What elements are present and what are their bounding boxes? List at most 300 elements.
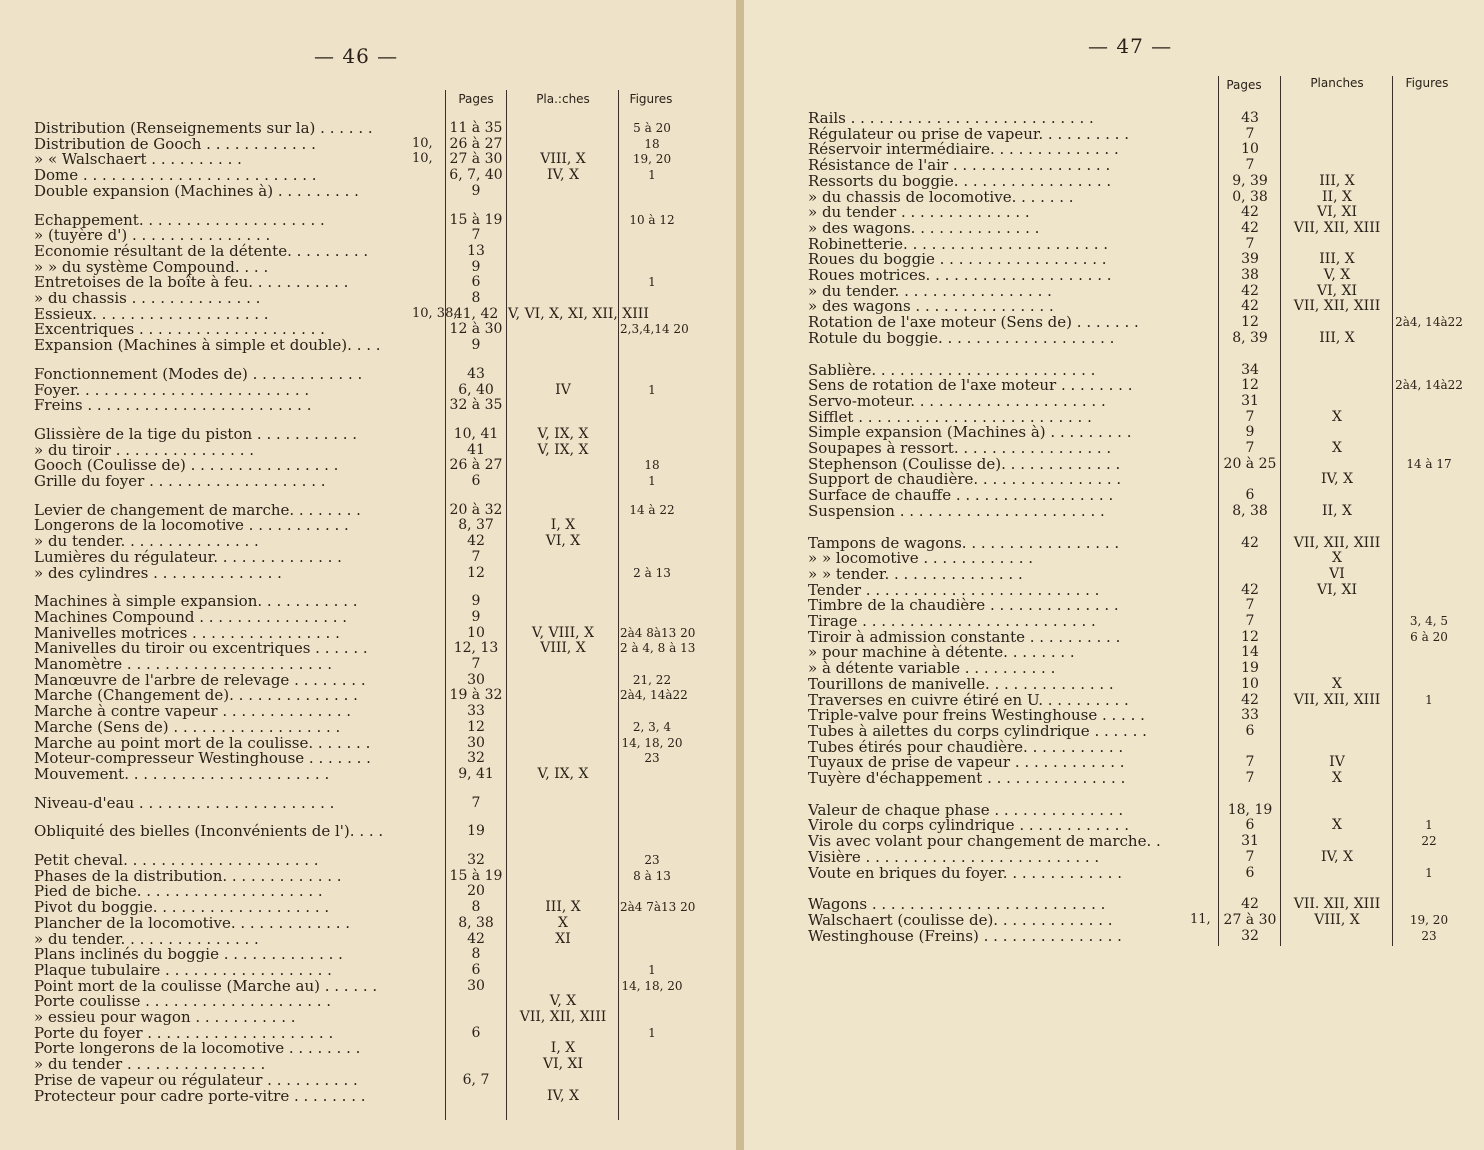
entry-figures: 2 à 4, 8 à 13: [620, 641, 696, 656]
entry-planches: X: [1332, 408, 1342, 425]
index-entry: [808, 409, 1464, 425]
entry-planches: X: [1332, 440, 1342, 456]
entry-planches: V, X: [549, 993, 577, 1010]
index-entry: [34, 852, 684, 868]
entry-figures: 2à4, 14à22: [1395, 315, 1463, 330]
entry-planches: II, X: [1322, 502, 1352, 519]
entry-label: Tampons de wagons. . . . . . . . . . . . . . . . .: [808, 534, 1120, 551]
entry-planches: V, IX, X: [537, 441, 589, 458]
entry-pages: 6, 40: [458, 381, 494, 398]
entry-pages: 38: [1241, 267, 1259, 283]
entry-pages: 12: [467, 564, 485, 581]
index-entry: [808, 582, 1464, 598]
entry-label: Support de chaudière. . . . . . . . . . . . . . . .: [808, 471, 1122, 488]
index-entry: [808, 550, 1464, 566]
entry-figures: 19, 20: [632, 152, 672, 167]
entry-planches: III, X: [1319, 251, 1355, 268]
entry-label: Point mort de la coulisse (Marche au) . . . . . .: [34, 977, 378, 994]
entry-pages: 12 à 30: [449, 321, 503, 338]
entry-pages: 7: [1245, 848, 1255, 865]
entry-planches: VI, XI: [542, 1056, 584, 1073]
index-entry: [34, 946, 684, 962]
entry-pages: 8: [471, 899, 481, 916]
entry-planches: X: [1332, 675, 1342, 692]
entry-planches: III, X: [1319, 329, 1355, 346]
entry-planches: V, X: [1323, 267, 1351, 283]
index-entry: [808, 456, 1464, 472]
entry-pages: 6: [1245, 722, 1255, 739]
entry-figures: 23: [644, 751, 660, 766]
entry-label: Roues motrices. . . . . . . . . . . . . . . . . . . .: [808, 267, 1112, 283]
entry-reference: 10, 38,: [412, 305, 458, 321]
entry-label: » du tender . . . . . . . . . . . . . .: [808, 204, 1030, 221]
entry-label: Réservoir intermédiaire. . . . . . . . . . . . . .: [808, 141, 1119, 158]
index-entry: [808, 440, 1464, 456]
entry-label: Rotule du boggie. . . . . . . . . . . . . . . . . . .: [808, 329, 1115, 346]
index-entry: [34, 593, 684, 609]
entry-label: Foyer. . . . . . . . . . . . . . . . . . . . . . . . .: [34, 381, 310, 398]
index-entry: [34, 624, 696, 641]
entry-pages: 6, 7: [462, 1071, 490, 1088]
index-entry: [34, 290, 684, 306]
entry-planches: IV, X: [546, 167, 580, 184]
entry-label: Voute en briques du foyer. . . . . . . . . . . . .: [808, 864, 1122, 881]
index-entry: [34, 517, 684, 533]
entry-figures: 18: [644, 136, 660, 151]
index-entry: [808, 377, 1464, 393]
entry-pages: 9: [1245, 424, 1255, 441]
entry-planches: IV, X: [1320, 471, 1354, 488]
entry-pages: 7: [1245, 754, 1255, 771]
entry-pages: 41, 42: [453, 305, 499, 322]
entry-pages: 32: [467, 750, 485, 767]
index-entry: [808, 314, 1464, 330]
entry-label: Lumières du régulateur. . . . . . . . . . . . . .: [34, 548, 342, 565]
entry-label: Vis avec volant pour changement de marche. .: [808, 833, 1161, 850]
entry-reference: 11,: [1190, 911, 1211, 927]
index-entry: [808, 298, 1464, 314]
entry-planches: VII, XII, XIII: [519, 1009, 607, 1025]
index-entry: [34, 993, 684, 1009]
entry-planches: VII, XII, XIII: [1293, 534, 1381, 551]
entry-label: Manivelles motrices . . . . . . . . . . . . . . . .: [34, 624, 340, 641]
entry-label: Machines à simple expansion. . . . . . . . . . .: [34, 593, 358, 610]
entry-planches: V, IX, X: [537, 765, 589, 782]
entry-pages: 42: [1241, 581, 1259, 598]
entry-figures: 2à4, 14à22: [620, 688, 688, 703]
entry-pages: 27 à 30: [449, 151, 503, 168]
index-entry: [34, 656, 684, 672]
index-entry: [34, 1025, 684, 1041]
entry-pages: 34: [1241, 361, 1259, 378]
entry-figures: 2à4 7à13 20: [620, 900, 696, 915]
entry-label: Walschaert (coulisse de). . . . . . . . . . . . .: [808, 911, 1113, 928]
column-header-figures: Figures: [1405, 76, 1449, 90]
entry-pages: 20 à 25: [1223, 455, 1277, 472]
entry-figures: 3, 4, 5: [1409, 614, 1449, 628]
entry-figures: 1: [1425, 692, 1433, 707]
entry-pages: 31: [1241, 392, 1259, 409]
entry-planches: VIII, X: [1314, 911, 1360, 928]
entry-figures: 2, 3, 4: [632, 719, 672, 734]
entry-pages: 10: [1241, 141, 1259, 158]
entry-label: Tubes étirés pour chaudière. . . . . . . . . . .: [808, 738, 1124, 755]
entry-pages: 7: [471, 794, 481, 811]
index-entry: [808, 770, 1464, 786]
entry-pages: 42: [1241, 219, 1259, 236]
index-entry: [808, 613, 1464, 629]
entry-figures: 1: [648, 962, 656, 977]
entry-planches: V, VIII, X: [531, 624, 595, 641]
entry-label: » à détente variable . . . . . . . . . .: [808, 660, 1056, 677]
index-entry: [34, 1056, 684, 1072]
column-header-planches: Pla.:ches: [536, 92, 590, 106]
entry-pages: 7: [1245, 157, 1255, 174]
entry-pages: 43: [467, 365, 485, 382]
index-entry: [34, 672, 684, 688]
entry-pages: 19 à 32: [449, 687, 503, 704]
entry-label: Tubes à ailettes du corps cylindrique . . . . . .: [808, 722, 1147, 739]
index-entry: [34, 1040, 684, 1056]
entry-pages: 6: [471, 274, 481, 291]
entry-figures: 2,3,4,14 20: [620, 322, 689, 337]
entry-label: Moteur-compresseur Westinghouse . . . . . . .: [34, 750, 371, 767]
entry-label: Levier de changement de marche. . . . . . . .: [34, 501, 361, 518]
entry-label: » du tender. . . . . . . . . . . . . . .: [34, 930, 259, 947]
entry-planches: II, X: [1322, 188, 1352, 205]
index-entry: [34, 227, 684, 243]
entry-label: Expansion (Machines à simple et double). . . .: [34, 337, 381, 354]
entry-planches: IV: [1329, 754, 1345, 771]
index-entry: [34, 609, 684, 625]
index-entry: [808, 141, 1464, 157]
column-header-pages: Pages: [1226, 78, 1262, 92]
index-entry: [808, 471, 1464, 487]
index-entry: [34, 868, 684, 884]
entry-label: Pivot du boggie. . . . . . . . . . . . . . . . . . .: [34, 899, 330, 916]
index-entry: [808, 173, 1464, 189]
entry-planches: IV, X: [546, 1087, 580, 1104]
index-entry: [34, 321, 689, 338]
index-entry: [34, 883, 684, 899]
index-entry: [808, 739, 1464, 755]
index-entry: [34, 703, 684, 719]
entry-pages: 26 à 27: [449, 457, 503, 474]
index-entry: [808, 236, 1464, 252]
entry-label: Suspension . . . . . . . . . . . . . . . . . . . . . .: [808, 502, 1105, 519]
entry-label: Ressorts du boggie. . . . . . . . . . . . . . . . .: [808, 172, 1112, 189]
index-entry: [808, 817, 1464, 833]
entry-label: Sablière. . . . . . . . . . . . . . . . . . . . . . . .: [808, 361, 1096, 378]
entry-label: Triple-valve pour freins Westinghouse . . . . .: [808, 707, 1145, 724]
entry-pages: 7: [1245, 125, 1255, 142]
entry-label: Essieux. . . . . . . . . . . . . . . . . . .: [34, 305, 269, 322]
entry-label: Régulateur ou prise de vapeur. . . . . . . . . .: [808, 125, 1129, 142]
index-entry: [808, 330, 1464, 346]
entry-label: Traverses en cuivre étiré en U. . . . . . . . . .: [808, 691, 1129, 708]
index-entry: [34, 962, 684, 978]
entry-figures: 6 à 20: [1410, 629, 1448, 644]
index-entry: [808, 362, 1464, 378]
entry-label: Phases de la distribution. . . . . . . . . . . . .: [34, 867, 342, 884]
index-list: [744, 0, 1484, 1150]
entry-label: Dome . . . . . . . . . . . . . . . . . . . . . . . . .: [34, 167, 317, 184]
index-entry: [34, 120, 684, 136]
entry-pages: 9: [471, 182, 481, 199]
entry-pages: 10: [1241, 675, 1259, 692]
entry-figures: 23: [644, 853, 660, 867]
index-entry: [34, 382, 684, 398]
index-entry: [34, 549, 684, 565]
entry-pages: 32: [1241, 927, 1259, 944]
entry-pages: 6: [1245, 864, 1255, 881]
entry-planches: VII. XII, XIII: [1293, 896, 1381, 913]
entry-label: Valeur de chaque phase . . . . . . . . . . . . . .: [808, 801, 1124, 818]
entry-label: Excentriques . . . . . . . . . . . . . . . . . . . .: [34, 321, 325, 338]
entry-label: Westinghouse (Freins) . . . . . . . . . . . . . . .: [808, 927, 1122, 944]
entry-label: Sens de rotation de l'axe moteur . . . . . . . .: [808, 377, 1133, 394]
entry-label: Soupapes à ressort. . . . . . . . . . . . . . . . .: [808, 440, 1112, 456]
index-entry: [808, 189, 1464, 205]
entry-label: Plancher de la locomotive. . . . . . . . . . . . .: [34, 914, 351, 931]
entry-label: Tirage . . . . . . . . . . . . . . . . . . . . . . . . .: [808, 613, 1096, 629]
entry-label: » pour machine à détente. . . . . . . .: [808, 644, 1075, 661]
entry-label: » du tiroir . . . . . . . . . . . . . . .: [34, 441, 255, 458]
entry-figures: 14, 18, 20: [621, 735, 683, 750]
entry-planches: III, X: [545, 899, 581, 916]
index-entry: [808, 487, 1464, 503]
entry-label: Simple expansion (Machines à) . . . . . . . . .: [808, 424, 1132, 441]
entry-pages: 33: [467, 703, 485, 720]
entry-pages: 6: [1245, 487, 1255, 504]
entry-label: Obliquité des bielles (Inconvénients de l'). . . .: [34, 823, 384, 840]
index-entry: [808, 220, 1464, 236]
entry-pages: 7: [1245, 440, 1255, 456]
entry-label: Robinetterie. . . . . . . . . . . . . . . . . . . . . .: [808, 235, 1109, 252]
index-entry: [34, 243, 684, 259]
entry-figures: 1: [1425, 865, 1433, 880]
entry-figures: 14 à 17: [1406, 456, 1452, 471]
entry-pages: 9, 39: [1232, 172, 1268, 189]
index-entry: [34, 1088, 684, 1104]
page-number: — 46 —: [314, 44, 399, 68]
entry-pages: 8: [471, 946, 481, 963]
index-entry: [34, 167, 684, 183]
entry-pages: 30: [467, 977, 485, 994]
entry-pages: 20 à 32: [449, 501, 503, 518]
entry-pages: 12: [467, 718, 485, 735]
entry-pages: 8, 38: [458, 914, 494, 931]
entry-pages: 9: [471, 337, 481, 354]
index-entry: [808, 928, 1464, 944]
entry-pages: 10, 41: [453, 425, 499, 442]
entry-planches: VI, XI: [1316, 282, 1358, 299]
entry-pages: 42: [1241, 204, 1259, 221]
entry-pages: 13: [467, 242, 485, 259]
index-entry: [34, 931, 684, 947]
entry-label: Marche au point mort de la coulisse. . . . . . .: [34, 734, 371, 751]
entry-pages: 10: [467, 624, 485, 641]
entry-label: Surface de chauffe . . . . . . . . . . . . . . . . .: [808, 487, 1114, 504]
index-entry: [34, 915, 684, 931]
entry-figures: 1: [648, 168, 656, 183]
index-entry: [808, 912, 1464, 928]
entry-pages: 0, 38: [1232, 188, 1268, 205]
entry-figures: 19, 20: [1409, 912, 1449, 927]
entry-planches: VII, XII, XIII: [1293, 219, 1381, 236]
entry-label: » essieu pour wagon . . . . . . . . . . .: [34, 1009, 296, 1025]
index-entry: [34, 136, 684, 152]
entry-figures: 21, 22: [632, 672, 672, 687]
entry-pages: 19: [467, 823, 485, 840]
entry-pages: 19: [1241, 660, 1259, 677]
entry-planches: IV: [555, 381, 571, 398]
entry-label: Timbre de la chaudière . . . . . . . . . . . . . .: [808, 597, 1119, 614]
entry-pages: 31: [1241, 833, 1259, 850]
entry-pages: 7: [1245, 597, 1255, 614]
entry-figures: 10 à 12: [629, 212, 675, 227]
entry-pages: 6: [471, 1024, 481, 1041]
entry-pages: 42: [467, 930, 485, 947]
entry-label: Marche à contre vapeur . . . . . . . . . . . . . .: [34, 703, 352, 720]
index-entry: [34, 212, 684, 228]
index-entry: [808, 110, 1464, 126]
entry-pages: 11 à 35: [449, 120, 503, 136]
index-entry: [34, 183, 684, 199]
entry-label: Tuyaux de prise de vapeur . . . . . . . . . . . .: [808, 754, 1125, 771]
index-entry: [808, 535, 1464, 551]
entry-label: Distribution (Renseignements sur la) . . . . . .: [34, 120, 373, 136]
entry-pages: 6, 7, 40: [449, 167, 503, 184]
entry-pages: 9, 41: [458, 765, 494, 782]
index-entry: [808, 204, 1464, 220]
index-entry: [34, 457, 684, 473]
index-entry: [808, 503, 1464, 519]
index-entry: [808, 723, 1464, 739]
index-entry: [808, 126, 1464, 142]
entry-planches: VII, XII, XIII: [1293, 298, 1381, 315]
entry-pages: 42: [1241, 691, 1259, 708]
entry-pages: 8, 39: [1232, 329, 1268, 346]
index-entry: [34, 735, 684, 751]
entry-pages: 7: [1245, 408, 1255, 425]
entry-figures: 18: [644, 458, 660, 473]
index-entry: [808, 629, 1464, 645]
entry-pages: 32: [467, 852, 485, 868]
entry-label: Machines Compound . . . . . . . . . . . . . . . .: [34, 608, 348, 625]
entry-planches: VI, XI: [1316, 581, 1358, 598]
entry-label: » (tuyère d') . . . . . . . . . . . . . . .: [34, 227, 271, 244]
index-entry: [808, 644, 1464, 660]
entry-label: Tiroir à admission constante . . . . . . . . . .: [808, 628, 1121, 645]
entry-pages: 42: [1241, 282, 1259, 299]
entry-figures: 22: [1421, 834, 1437, 849]
right-page: [744, 0, 1484, 1150]
index-entry: [34, 640, 696, 657]
entry-label: Wagons . . . . . . . . . . . . . . . . . . . . . . . . .: [808, 896, 1106, 913]
entry-figures: 5 à 20: [633, 121, 671, 135]
index-entry: [808, 754, 1464, 770]
entry-planches: I, X: [550, 1040, 576, 1057]
index-entry: [808, 676, 1464, 692]
entry-pages: 9: [471, 258, 481, 275]
entry-label: Manivelles du tiroir ou excentriques . . . . . .: [34, 640, 368, 657]
entry-pages: 8, 38: [1232, 502, 1268, 519]
index-entry: [808, 251, 1464, 267]
entry-label: » du tender . . . . . . . . . . . . . . .: [34, 1056, 266, 1073]
entry-planches: VI: [1329, 565, 1345, 582]
entry-label: Plans inclinés du boggie . . . . . . . . . . . . .: [34, 946, 343, 963]
entry-figures: 2 à 13: [633, 565, 671, 580]
index-entry: [34, 795, 684, 811]
index-entry: [808, 597, 1464, 613]
index-entry: [808, 692, 1464, 708]
index-entry: [808, 267, 1464, 283]
entry-label: Grille du foyer . . . . . . . . . . . . . . . . . . .: [34, 473, 326, 489]
entry-label: Niveau-d'eau . . . . . . . . . . . . . . . . . . . . .: [34, 794, 335, 811]
entry-figures: 23: [1421, 928, 1437, 943]
entry-label: » du chassis . . . . . . . . . . . . . .: [34, 290, 261, 306]
entry-reference: 10,: [412, 135, 433, 151]
entry-label: Economie résultant de la détente. . . . . . . . .: [34, 242, 369, 259]
entry-label: Pied de biche. . . . . . . . . . . . . . . . . . . .: [34, 883, 323, 900]
index-entry: [34, 978, 684, 994]
index-entry: [34, 306, 684, 322]
index-entry: [808, 660, 1464, 676]
entry-pages: 6: [471, 961, 481, 978]
index-entry: [808, 283, 1464, 299]
entry-label: Virole du corps cylindrique . . . . . . . . . . . .: [808, 817, 1129, 834]
entry-label: Tuyère d'échappement . . . . . . . . . . . . . . .: [808, 770, 1126, 786]
entry-label: Double expansion (Machines à) . . . . . . . . .: [34, 182, 359, 199]
entry-label: » des cylindres . . . . . . . . . . . . . .: [34, 564, 282, 581]
entry-pages: 30: [467, 671, 485, 688]
entry-label: Porte du foyer . . . . . . . . . . . . . . . . . . . .: [34, 1024, 334, 1041]
entry-planches: VIII, X: [540, 151, 586, 168]
entry-label: Petit cheval. . . . . . . . . . . . . . . . . . . . .: [34, 852, 319, 868]
index-entry: [34, 366, 684, 382]
entry-label: » » locomotive . . . . . . . . . . . .: [808, 550, 1034, 567]
entry-planches: IV, X: [1320, 848, 1354, 865]
entry-pages: 7: [1245, 770, 1255, 786]
index-entry: [34, 337, 684, 353]
index-entry: [808, 896, 1464, 912]
entry-label: Distribution de Gooch . . . . . . . . . . . .: [34, 135, 316, 152]
entry-label: Roues du boggie . . . . . . . . . . . . . . . . . .: [808, 251, 1107, 268]
entry-label: Protecteur pour cadre porte-vitre . . . . . . . .: [34, 1087, 366, 1104]
index-entry: [808, 566, 1464, 582]
entry-pages: 8: [471, 290, 481, 306]
entry-pages: 42: [1241, 896, 1259, 913]
entry-label: Résistance de l'air . . . . . . . . . . . . . . . . .: [808, 157, 1111, 174]
index-entry: [34, 899, 696, 916]
entry-pages: 15 à 19: [449, 211, 503, 228]
entry-pages: 20: [467, 883, 485, 900]
entry-label: Porte longerons de la locomotive . . . . . . . .: [34, 1040, 361, 1057]
index-entry: [34, 151, 684, 167]
entry-label: Glissière de la tige du piston . . . . . . . . . . .: [34, 425, 358, 442]
entry-pages: 7: [1245, 613, 1255, 629]
index-entry: [34, 442, 684, 458]
entry-label: Servo-moteur. . . . . . . . . . . . . . . . . . . . .: [808, 392, 1106, 409]
entry-pages: 7: [471, 227, 481, 244]
index-entry: [808, 424, 1464, 440]
entry-pages: 12: [1241, 314, 1259, 331]
entry-planches: V, IX, X: [537, 425, 589, 442]
entry-figures: 1: [648, 275, 656, 290]
entry-planches: I, X: [550, 517, 576, 534]
entry-label: Marche (Changement de). . . . . . . . . . . . . .: [34, 687, 358, 704]
